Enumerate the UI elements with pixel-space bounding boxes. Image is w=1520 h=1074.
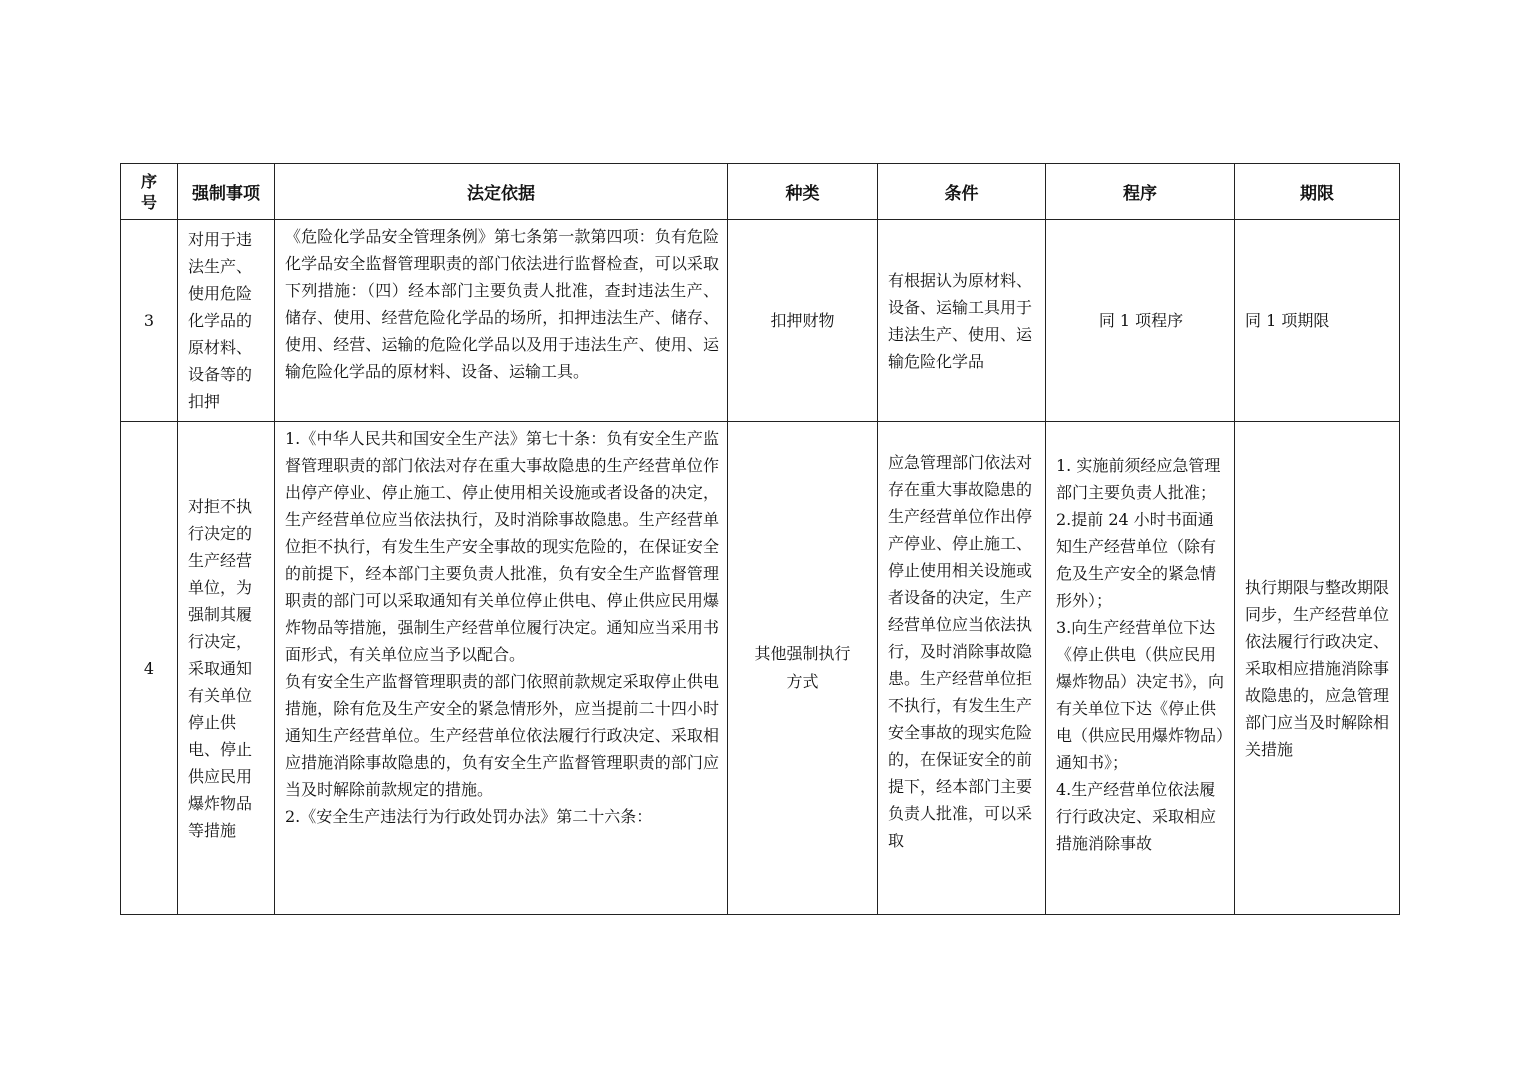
basis-paragraph: 1.《中华人民共和国安全生产法》第七十条：负有安全生产监督管理职责的部门依法对存在重大事故隐患的生产经营单位作出停产停业、停止施工、停止使用相关设施或者设备的决定，生产经营单位应当依法执行，及时消除事故隐患。生产经营单位拒不执行，有发生生产安全事故的现实危险的，在保证安全的前提下，经本部门主要负责人批准，负有安全生产监督管理职责的部门可以采取通知有关单位停止供电、停止供应民用爆炸物品等措施，强制生产经营单位履行决定。通知应当采用书面形式，有关单位应当予以配合。: [285, 429, 719, 664]
row-basis: [275, 422, 728, 915]
header-procedure: 程序: [1046, 164, 1235, 220]
procedure-step: 4.生产经营单位依法履行行政决定、采取相应措施消除事故: [1056, 780, 1217, 853]
table-row: [121, 422, 1400, 915]
row-term: 同 1 项期限: [1235, 220, 1400, 422]
header-kind: 种类: [728, 164, 878, 220]
basis-paragraph: 2.《安全生产违法行为行政处罚办法》第二十六条：: [285, 807, 653, 826]
row-term: 执行期限与整改期限同步，生产经营单位依法履行行政决定、采取相应措施消除事故隐患的，应急管理部门应当及时解除相关措施: [1235, 422, 1400, 915]
row-item: 对用于违法生产、使用危险化学品的原材料、设备等的扣押: [178, 220, 275, 422]
basis-paragraph: 《危险化学品安全管理条例》第七条第一款第四项：负有危险化学品安全监督管理职责的部门依法进行监督检查，可以采取下列措施：（四）经本部门主要负责人批准，查封违法生产、储存、使用、经营危险化学品的场所，扣押违法生产、储存、使用、经营、运输的危险化学品以及用于违法生产、使用、运输危险化学品的原材料、设备、运输工具。: [285, 227, 719, 381]
row-procedure: [1046, 422, 1235, 915]
header-item: 强制事项: [178, 164, 275, 220]
table-row: [121, 220, 1400, 422]
basis-paragraph: 负有安全生产监督管理职责的部门依照前款规定采取停止供电措施，除有危及生产安全的紧急情形外，应当提前二十四小时通知生产经营单位。生产经营单位依法履行行政决定、采取相应措施消除事故隐患的，负有安全生产监督管理职责的部门应当及时解除前款规定的措施。: [285, 672, 719, 799]
header-seq-label: 序号: [141, 171, 158, 212]
enforcement-table: [120, 163, 1400, 915]
row-seq: 3: [121, 220, 178, 422]
header-condition: 条件: [878, 164, 1046, 220]
row-basis: [275, 220, 728, 422]
procedure-step: 3.向生产经营单位下达《停止供电（供应民用爆炸物品）决定书》，向有关单位下达《停止供电（供应民用爆炸物品）通知书》；: [1056, 618, 1225, 772]
row-item: 对拒不执行决定的生产经营单位，为强制其履行决定，采取通知有关单位停止供电、停止供应民用爆炸物品等措施: [178, 422, 275, 915]
kind-label: 其他强制执行方式: [754, 644, 851, 691]
procedure-step: 2.提前 24 小时书面通知生产经营单位（除有危及生产安全的紧急情形外）；: [1056, 510, 1217, 610]
row-condition: [878, 422, 1046, 915]
header-basis: 法定依据: [275, 164, 728, 220]
row-seq: 4: [121, 422, 178, 915]
condition-text: 应急管理部门依法对存在重大事故隐患的生产经营单位作出停产停业、停止施工、停止使用相关设施或者设备的决定，生产经营单位应当依法执行，及时消除事故隐患。生产经营单位拒不执行，有发生生产安全事故的现实危险的，在保证安全的前提下，经本部门主要负责人批准，可以采取: [888, 453, 1033, 850]
row-condition: 有根据认为原材料、设备、运输工具用于违法生产、使用、运输危险化学品: [878, 220, 1046, 422]
header-seq: [121, 164, 178, 220]
row-kind: 扣押财物: [728, 220, 878, 422]
procedure-step: 1. 实施前须经应急管理部门主要负责人批准；: [1056, 456, 1221, 502]
row-procedure: [1046, 220, 1235, 422]
header-row: [121, 164, 1400, 220]
row-kind: [728, 422, 878, 915]
procedure-step: 同 1 项程序: [1098, 311, 1184, 330]
header-term: 期限: [1235, 164, 1400, 220]
